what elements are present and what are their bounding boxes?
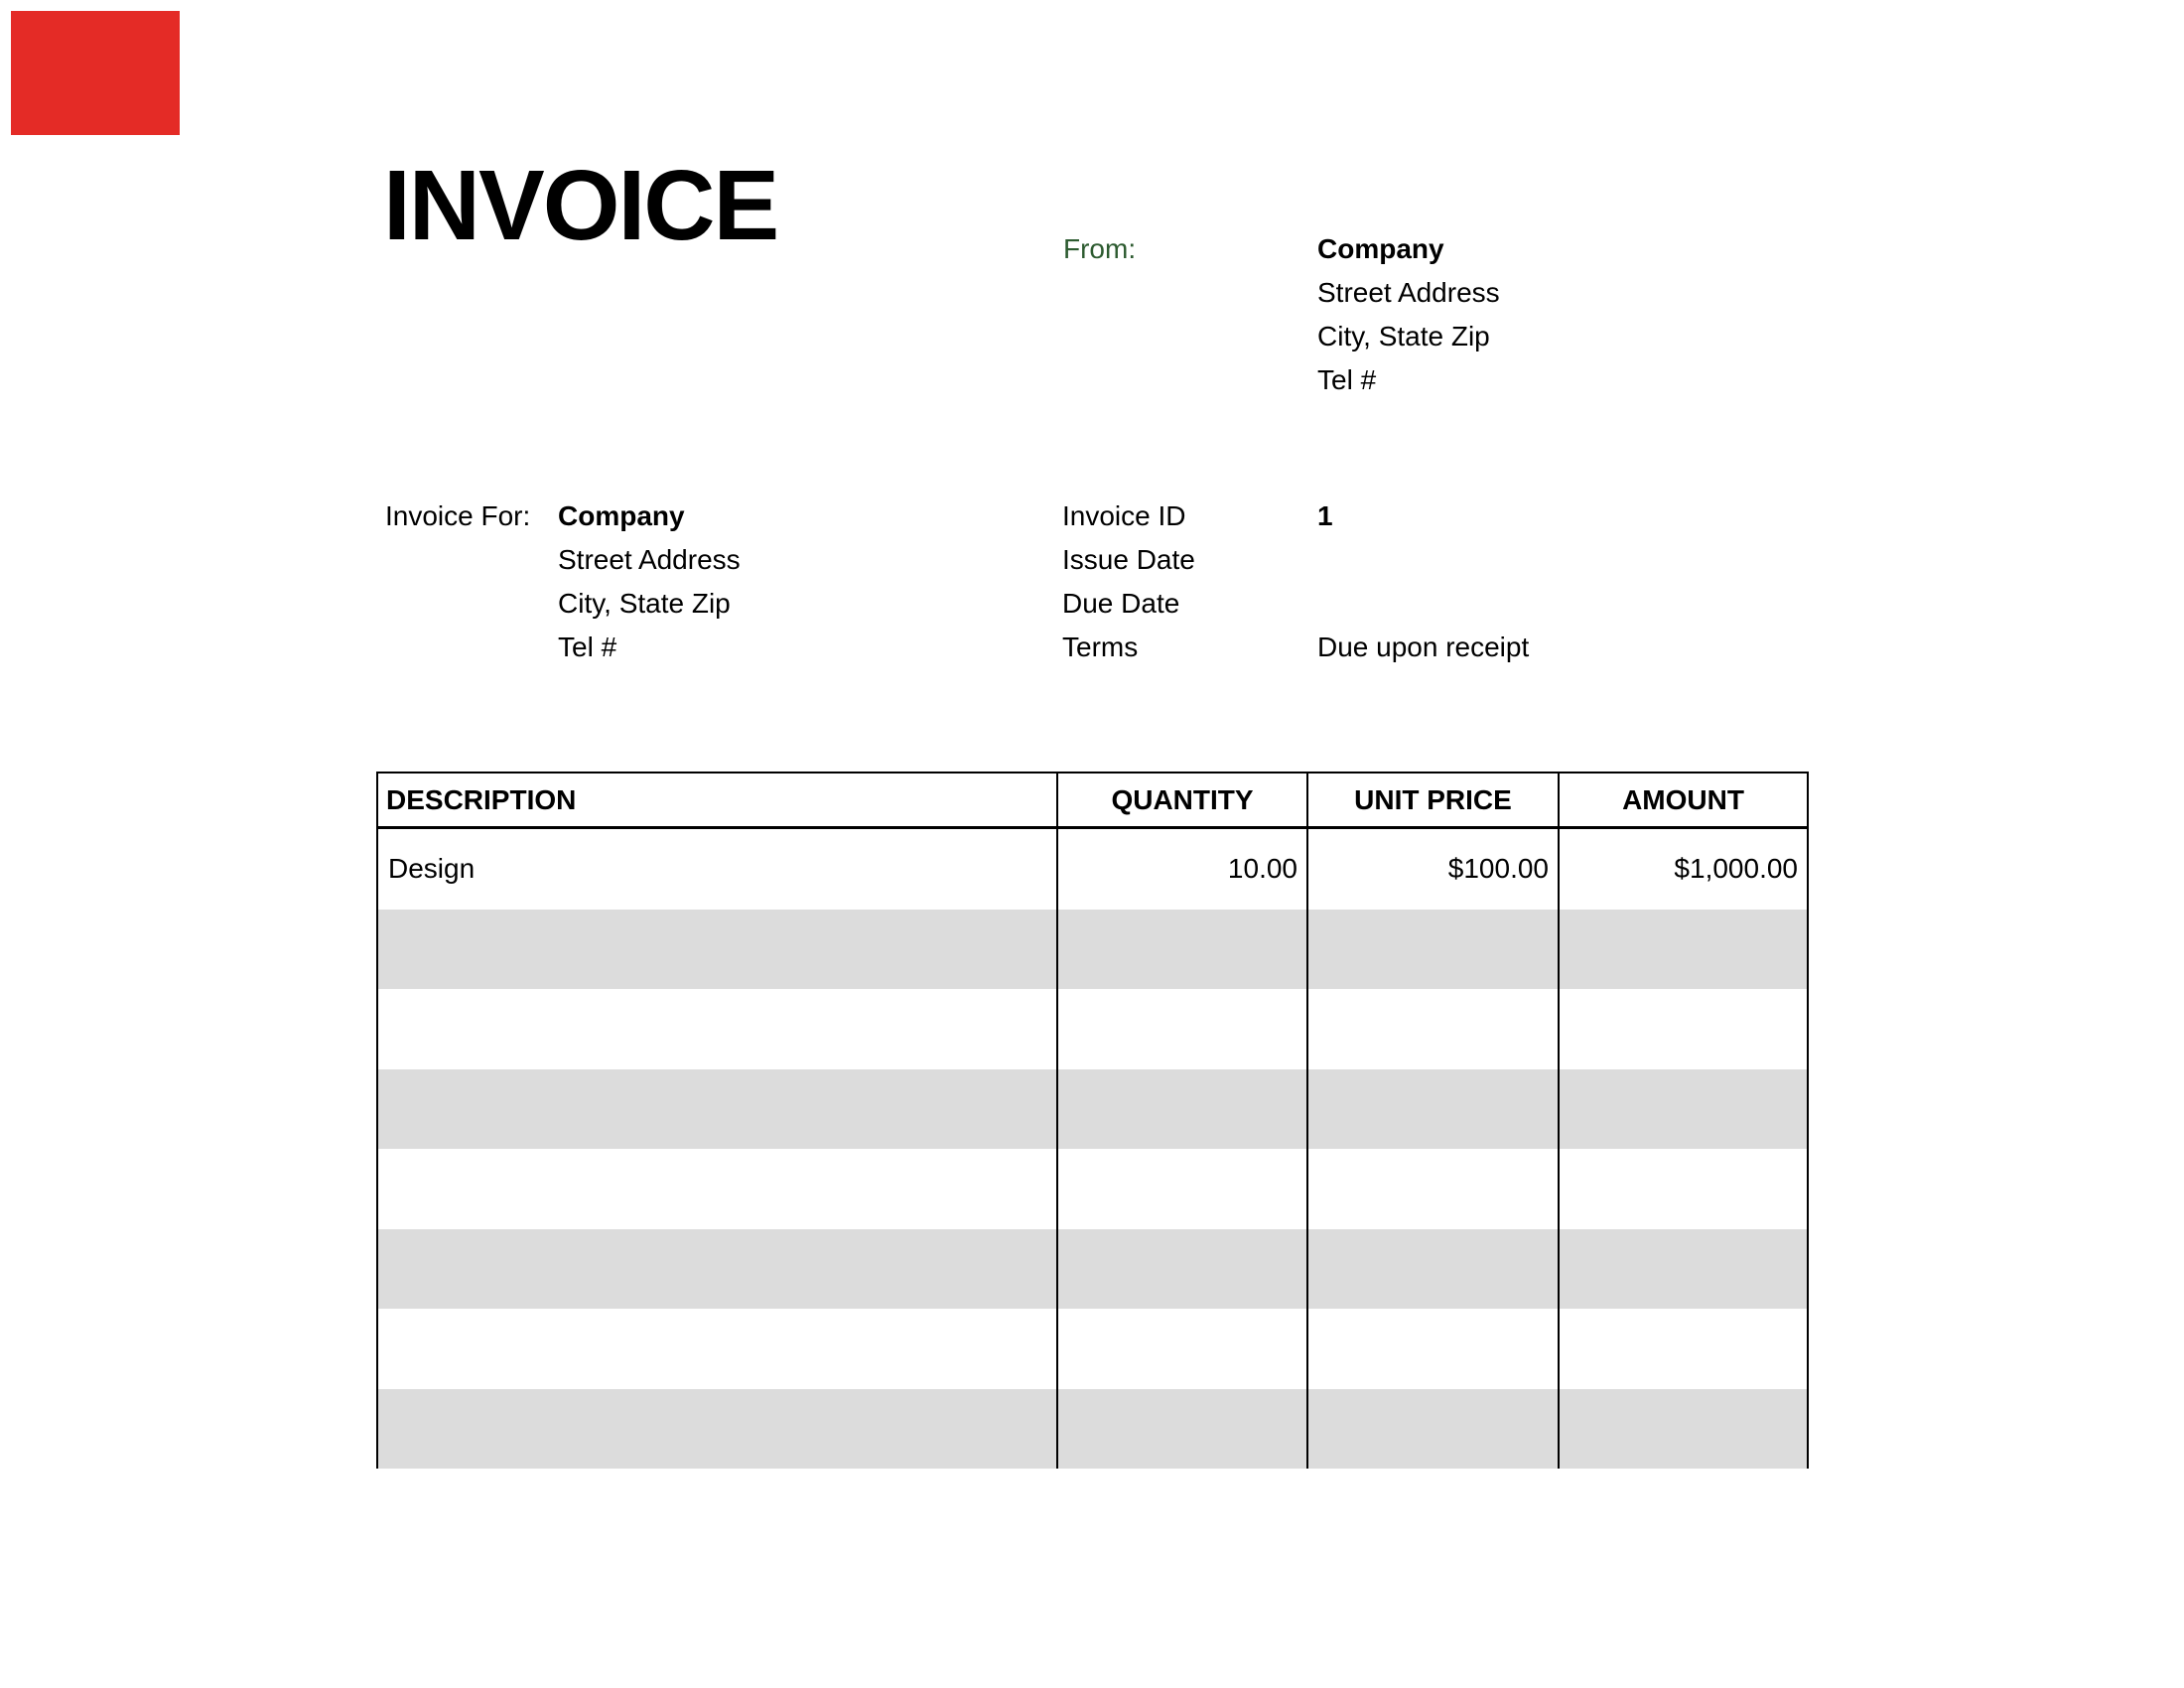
invoice-title: INVOICE [383,150,778,261]
from-label: From: [1063,233,1137,264]
table-row [376,1229,1809,1310]
quantity-cell[interactable] [1058,1389,1308,1470]
invoice-for-city[interactable]: City, State Zip [558,588,731,619]
terms-label: Terms [1062,632,1139,662]
invoice-id-value[interactable]: 1 [1317,500,1333,531]
from-city[interactable]: City, State Zip [1317,321,1490,352]
invoice-meta-labels [1062,494,1195,669]
table-row [376,989,1809,1069]
invoice-id-label: Invoice ID [1062,500,1186,531]
quantity-cell[interactable] [1058,1229,1308,1310]
quantity-cell[interactable] [1058,989,1308,1069]
amount-cell[interactable] [1560,989,1809,1069]
quantity-cell[interactable]: 10.00 [1058,829,1308,910]
table-row [376,1309,1809,1389]
amount-cell[interactable] [1560,1229,1809,1310]
issue-date-value[interactable] [1317,538,1529,582]
due-date-value[interactable] [1317,582,1529,626]
issue-date-label: Issue Date [1062,544,1195,575]
amount-cell[interactable] [1560,1309,1809,1389]
description-cell[interactable] [378,910,1058,990]
invoice-for-company[interactable]: Company [558,500,685,531]
table-row [376,1069,1809,1150]
unit-price-cell[interactable]: $100.00 [1308,829,1560,910]
description-cell[interactable] [378,1149,1058,1229]
amount-cell[interactable] [1560,1149,1809,1229]
column-header-unit-price: UNIT PRICE [1308,774,1560,826]
description-cell[interactable] [378,1229,1058,1310]
unit-price-cell[interactable] [1308,1389,1560,1470]
from-address-block [1317,227,1500,402]
amount-cell[interactable] [1560,910,1809,990]
column-header-quantity: QUANTITY [1058,774,1308,826]
quantity-cell[interactable] [1058,1069,1308,1150]
description-cell[interactable] [378,1389,1058,1470]
invoice-for-label: Invoice For: [385,500,531,531]
description-cell[interactable] [378,1309,1058,1389]
amount-cell[interactable] [1560,1389,1809,1470]
terms-value[interactable]: Due upon receipt [1317,632,1530,662]
table-row [376,1149,1809,1229]
quantity-cell[interactable] [1058,1309,1308,1389]
unit-price-cell[interactable] [1308,910,1560,990]
red-accent-block [11,11,180,135]
table-row [376,1389,1809,1470]
invoice-for-street[interactable]: Street Address [558,544,741,575]
table-row [376,910,1809,990]
unit-price-cell[interactable] [1308,1229,1560,1310]
quantity-cell[interactable] [1058,1149,1308,1229]
description-cell[interactable] [378,989,1058,1069]
table-row [376,829,1809,910]
description-cell[interactable] [378,1069,1058,1150]
due-date-label: Due Date [1062,588,1180,619]
unit-price-cell[interactable] [1308,1149,1560,1229]
from-company[interactable]: Company [1317,233,1444,264]
from-tel[interactable]: Tel # [1317,364,1377,395]
unit-price-cell[interactable] [1308,989,1560,1069]
line-items-table [376,772,1809,1469]
description-cell[interactable]: Design [378,829,1058,910]
table-header-row [376,772,1809,829]
quantity-cell[interactable] [1058,910,1308,990]
invoice-for-tel[interactable]: Tel # [558,632,617,662]
unit-price-cell[interactable] [1308,1309,1560,1389]
amount-cell[interactable] [1560,1069,1809,1150]
invoice-meta-values [1317,494,1529,669]
unit-price-cell[interactable] [1308,1069,1560,1150]
from-street[interactable]: Street Address [1317,277,1500,308]
invoice-for-address-block [558,494,741,669]
amount-cell[interactable]: $1,000.00 [1560,829,1809,910]
column-header-description: DESCRIPTION [378,774,1058,826]
column-header-amount: AMOUNT [1560,774,1809,826]
